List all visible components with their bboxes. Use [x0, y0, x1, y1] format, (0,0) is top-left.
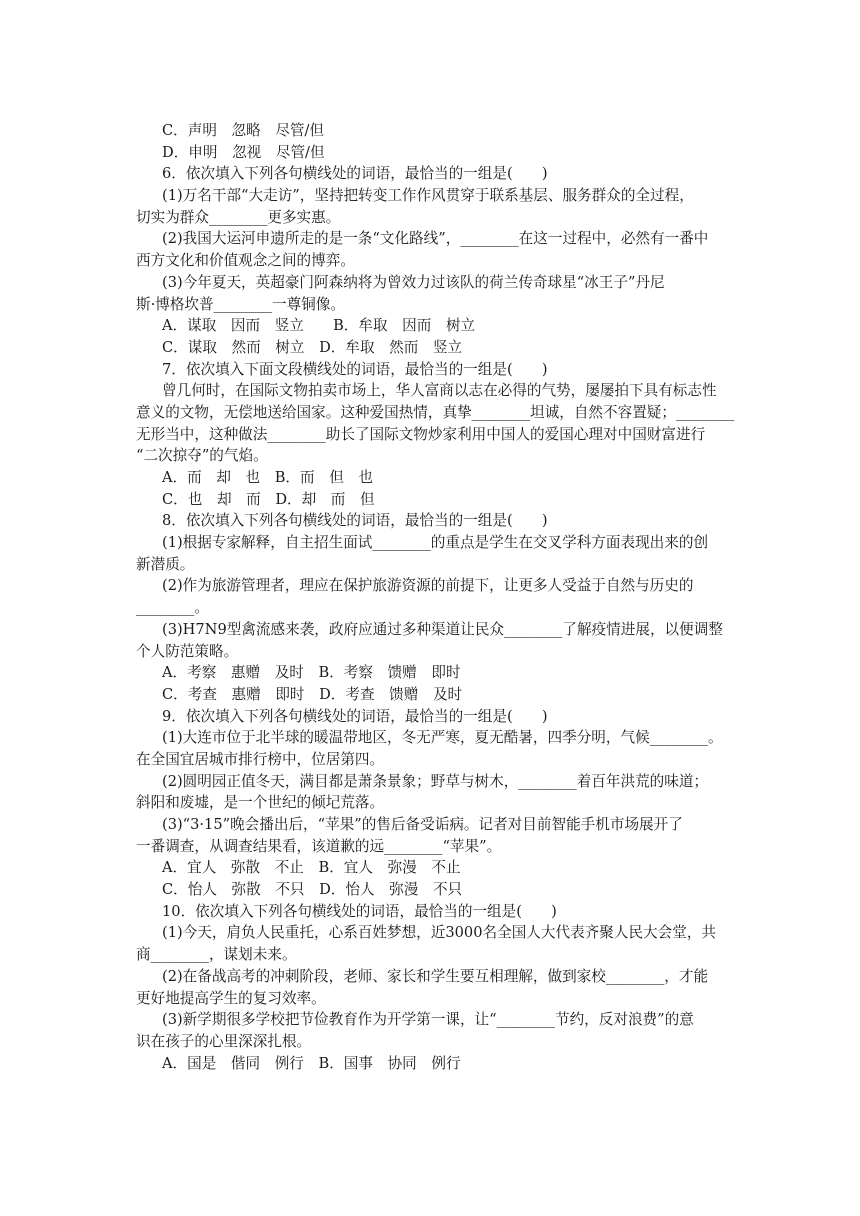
- text-line: A．宜人 弥散 不止 B．宜人 弥漫 不止: [162, 859, 461, 877]
- text-line: 8．依次填入下列各句横线处的词语，最恰当的一组是( ): [162, 512, 548, 530]
- text-line: (3)今年夏天，英超豪门阿森纳将为曾效力过该队的荷兰传奇球星“冰王子”丹尼: [162, 273, 665, 291]
- text-line: 新潜质。: [136, 555, 195, 573]
- text-line: (2)在备战高考的冲刺阶段，老师、家长和学生要互相理解，做到家校________，才能: [162, 967, 709, 985]
- text-line: (3)新学期很多学校把节俭教育作为开学第一课，让“________节约，反对浪费”的意: [162, 1011, 694, 1029]
- text-line: 无形当中，这种做法________助长了国际文物炒家利用中国人的爱国心理对中国财富进行: [136, 425, 706, 443]
- text-line: 意义的文物，无偿地送给国家。这种爱国热情，真挚________坦诚，自然不容置疑；________: [136, 403, 735, 421]
- text-line: 9．依次填入下列各句横线处的词语，最恰当的一组是( ): [162, 707, 548, 725]
- text-line: C．怡人 弥散 不只 D．怡人 弥漫 不只: [162, 881, 463, 899]
- text-line: A．国是 偕同 例行 B．国事 协同 例行: [162, 1054, 461, 1072]
- text-line: (1)今天，肩负人民重托，心系百姓梦想，近3000名全国人大代表齐聚人民大会堂，共: [162, 924, 717, 942]
- text-line: (2)我国大运河申遗所走的是一条“文化路线”，________在这一过程中，必然有一番中: [162, 230, 709, 248]
- text-line: 更好地提高学生的复习效率。: [136, 989, 326, 1007]
- text-line: C．谋取 然而 树立 D．牟取 然而 竖立: [162, 338, 463, 356]
- text-line: A．而 却 也 B．而 但 也: [162, 469, 373, 486]
- text-line: (1)大连市位于北半球的暖温带地区，冬无严寒，夏无酷暑，四季分明，气候________。: [162, 729, 723, 747]
- text-line: (3)H7N9型禽流感来袭，政府应通过多种渠道让民众________了解疫情进展，以便调整: [162, 620, 723, 638]
- text-line: (1)根据专家解释，自主招生面试________的重点是学生在交叉学科方面表现出来的创: [162, 534, 709, 552]
- text-line: 个人防范策略。: [136, 642, 239, 660]
- text-line: 切实为群众________更多实惠。: [136, 208, 341, 226]
- text-line: D．申明 忽视 尽管/但: [162, 143, 325, 161]
- text-line: 斜阳和废墟，是一个世纪的倾圮荒落。: [136, 794, 385, 812]
- text-line: 一番调查，从调查结果看，该道歉的远________“苹果”。: [136, 837, 502, 855]
- text-line: (3)“3·15”晚会播出后，“苹果”的售后备受诟病。记者对目前智能手机市场展开了: [162, 816, 683, 833]
- text-line: A．谋取 因而 竖立 B．牟取 因而 树立: [162, 317, 476, 335]
- text-line: ________。: [136, 599, 209, 617]
- text-line: 10．依次填入下列各句横线处的词语，最恰当的一组是( ): [162, 902, 557, 920]
- text-line: 在全国宜居城市排行榜中，位居第四。: [136, 750, 385, 768]
- text-line: (2)作为旅游管理者，理应在保护旅游资源的前提下，让更多人受益于自然与历史的: [162, 577, 694, 595]
- text-line: 识在孩子的心里深深扎根。: [136, 1032, 312, 1050]
- text-line: (1)万名干部“大走访”，坚持把转变工作作风贯穿于联系基层、服务群众的全过程，: [162, 187, 694, 205]
- text-line: 商________，谋划未来。: [136, 946, 297, 964]
- text-line: C．也 却 而 D．却 而 但: [162, 490, 375, 508]
- text-line: 西方文化和价值观念之间的博弈。: [136, 252, 355, 270]
- text-line: 斯·博格坎普________一尊铜像。: [136, 295, 345, 313]
- text-line: C．声明 忽略 尽管/但: [162, 122, 325, 139]
- text-line: (2)圆明园正值冬天，满目都是萧条景象；野草与树木，________着百年洪荒的味道；: [162, 772, 709, 790]
- document-body: [136, 120, 736, 1074]
- text-line: “二次掠夺”的气焰。: [136, 447, 268, 465]
- text-line: 6．依次填入下列各句横线处的词语，最恰当的一组是( ): [162, 165, 548, 183]
- text-line: 曾几何时，在国际文物拍卖市场上，华人富商以志在必得的气势，屡屡拍下具有标志性: [162, 382, 717, 400]
- text-line: C．考查 惠赠 即时 D．考查 馈赠 及时: [162, 685, 463, 703]
- text-line: A．考察 惠赠 及时 B．考察 馈赠 即时: [162, 664, 461, 682]
- text-line: 7．依次填入下面文段横线处的词语，最恰当的一组是( ): [162, 360, 548, 378]
